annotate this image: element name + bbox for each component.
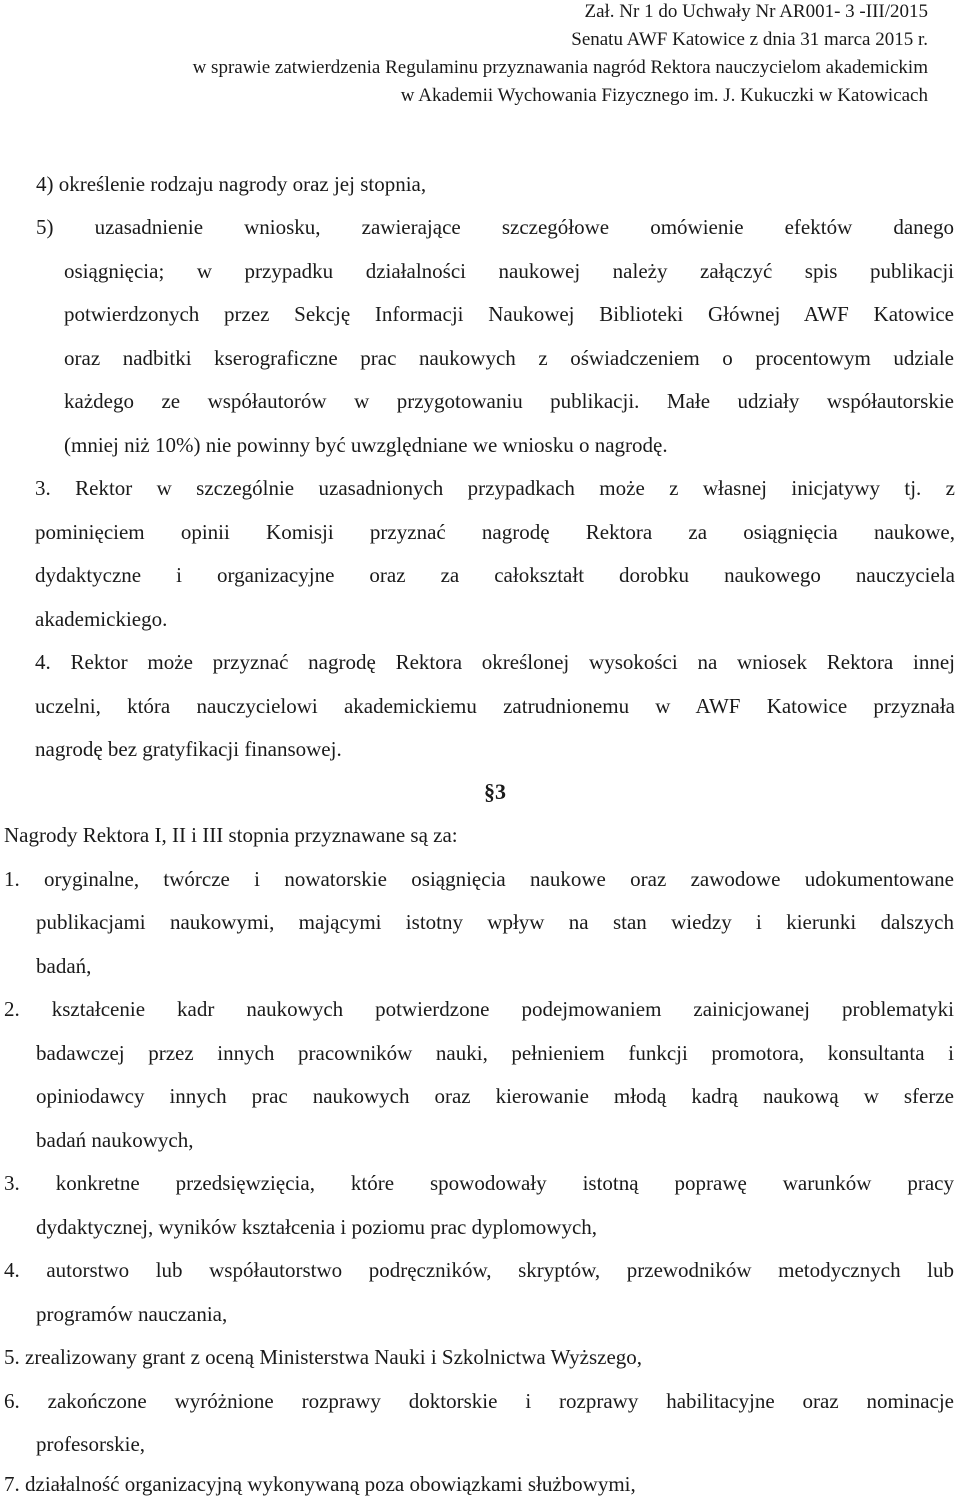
point-4-cont: nagrodę bez gratyfikacji finansowej.	[35, 737, 342, 761]
document-header	[193, 0, 928, 110]
award-item-5: 5. zrealizowany grant z oceną Ministerstwa Nauki i Szkolnictwa Wyższego,	[4, 1345, 643, 1369]
award-item-1-cont: badań,	[36, 954, 92, 978]
list-item-5-cont: każdego ze współautorów w przygotowaniu publikacji. Małe udziały współautorskie	[64, 389, 954, 413]
header-line-academy: w Akademii Wychowania Fizycznego im. J. Kukuczki w Katowicach	[400, 85, 928, 106]
point-4: 4. Rektor może przyznać nagrodę Rektora określonej wysokości na wniosek Rektora innej	[35, 650, 955, 674]
point-3: 3. Rektor w szczególnie uzasadnionych przypadkach może z własnej inicjatywy tj. z	[35, 476, 955, 500]
award-item-6: 6. zakończone wyróżnione rozprawy doktorskie i rozprawy habilitacyjne oraz nominacje	[4, 1389, 954, 1413]
point-3-cont: pominięciem opinii Komisji przyznać nagrodę Rektora za osiągnięcia naukowe,	[35, 520, 955, 544]
list-item-5-cont: osiągnięcia; w przypadku działalności naukowej należy załączyć spis publikacji	[64, 259, 954, 283]
header-line-subject: w sprawie zatwierdzenia Regulaminu przyznawania nagród Rektora nauczycielom akademickim	[192, 57, 928, 78]
section-heading: §3	[484, 779, 506, 804]
list-item-5-cont: oraz nadbitki kserograficzne prac naukowych z oświadczeniem o procentowym udziale	[64, 346, 954, 370]
point-3-cont: akademickiego.	[35, 607, 168, 631]
award-item-4-cont: programów nauczania,	[36, 1302, 228, 1326]
award-item-3: 3. konkretne przedsięwzięcia, które spowodowały istotną poprawę warunków pracy	[4, 1171, 954, 1195]
award-item-4: 4. autorstwo lub współautorstwo podręczników, skryptów, przewodników metodycznych lub	[4, 1258, 954, 1282]
list-item-5-cont: (mniej niż 10%) nie powinny być uwzględniane we wniosku o nagrodę.	[64, 433, 668, 457]
point-4-cont: uczelni, która nauczycielowi akademickiemu zatrudnionemu w AWF Katowice przyznała	[35, 694, 955, 718]
award-item-7: 7. działalność organizacyjną wykonywaną poza obowiązkami służbowymi,	[4, 1472, 636, 1496]
award-item-6-cont: profesorskie,	[36, 1432, 146, 1456]
award-item-2: 2. kształcenie kadr naukowych potwierdzone podejmowaniem zainicjowanej problematyki	[4, 997, 954, 1021]
list-item-4: 4) określenie rodzaju nagrody oraz jej stopnia,	[36, 172, 427, 196]
point-3-cont: dydaktyczne i organizacyjne oraz za całokształt dorobku naukowego nauczyciela	[35, 563, 955, 587]
award-item-1-cont: publikacjami naukowymi, mającymi istotny wpływ na stan wiedzy i kierunki dalszych	[36, 910, 954, 934]
award-item-1: 1. oryginalne, twórcze i nowatorskie osiągnięcia naukowe oraz zawodowe udokumentowane	[4, 867, 954, 891]
section-intro: Nagrody Rektora I, II i III stopnia przyznawane są za:	[4, 823, 458, 847]
award-item-2-cont: badawczej przez innych pracowników nauki, pełnieniem funkcji promotora, konsultanta i	[36, 1041, 954, 1065]
award-item-2-cont: badań naukowych,	[36, 1128, 194, 1152]
award-item-3-cont: dydaktycznej, wyników kształcenia i poziomu prac dyplomowych,	[36, 1215, 598, 1239]
header-line-attachment: Zał. Nr 1 do Uchwały Nr AR001- 3 -III/2015	[584, 1, 928, 22]
header-line-senate: Senatu AWF Katowice z dnia 31 marca 2015 r.	[571, 29, 928, 50]
list-item-5: 5) uzasadnienie wniosku, zawierające szczegółowe omówienie efektów danego	[36, 215, 954, 239]
award-item-2-cont: opiniodawcy innych prac naukowych oraz kierowanie młodą kadrą naukową w sferze	[36, 1084, 954, 1108]
list-item-5-cont: potwierdzonych przez Sekcję Informacji Naukowej Biblioteki Głównej AWF Katowice	[64, 302, 954, 326]
